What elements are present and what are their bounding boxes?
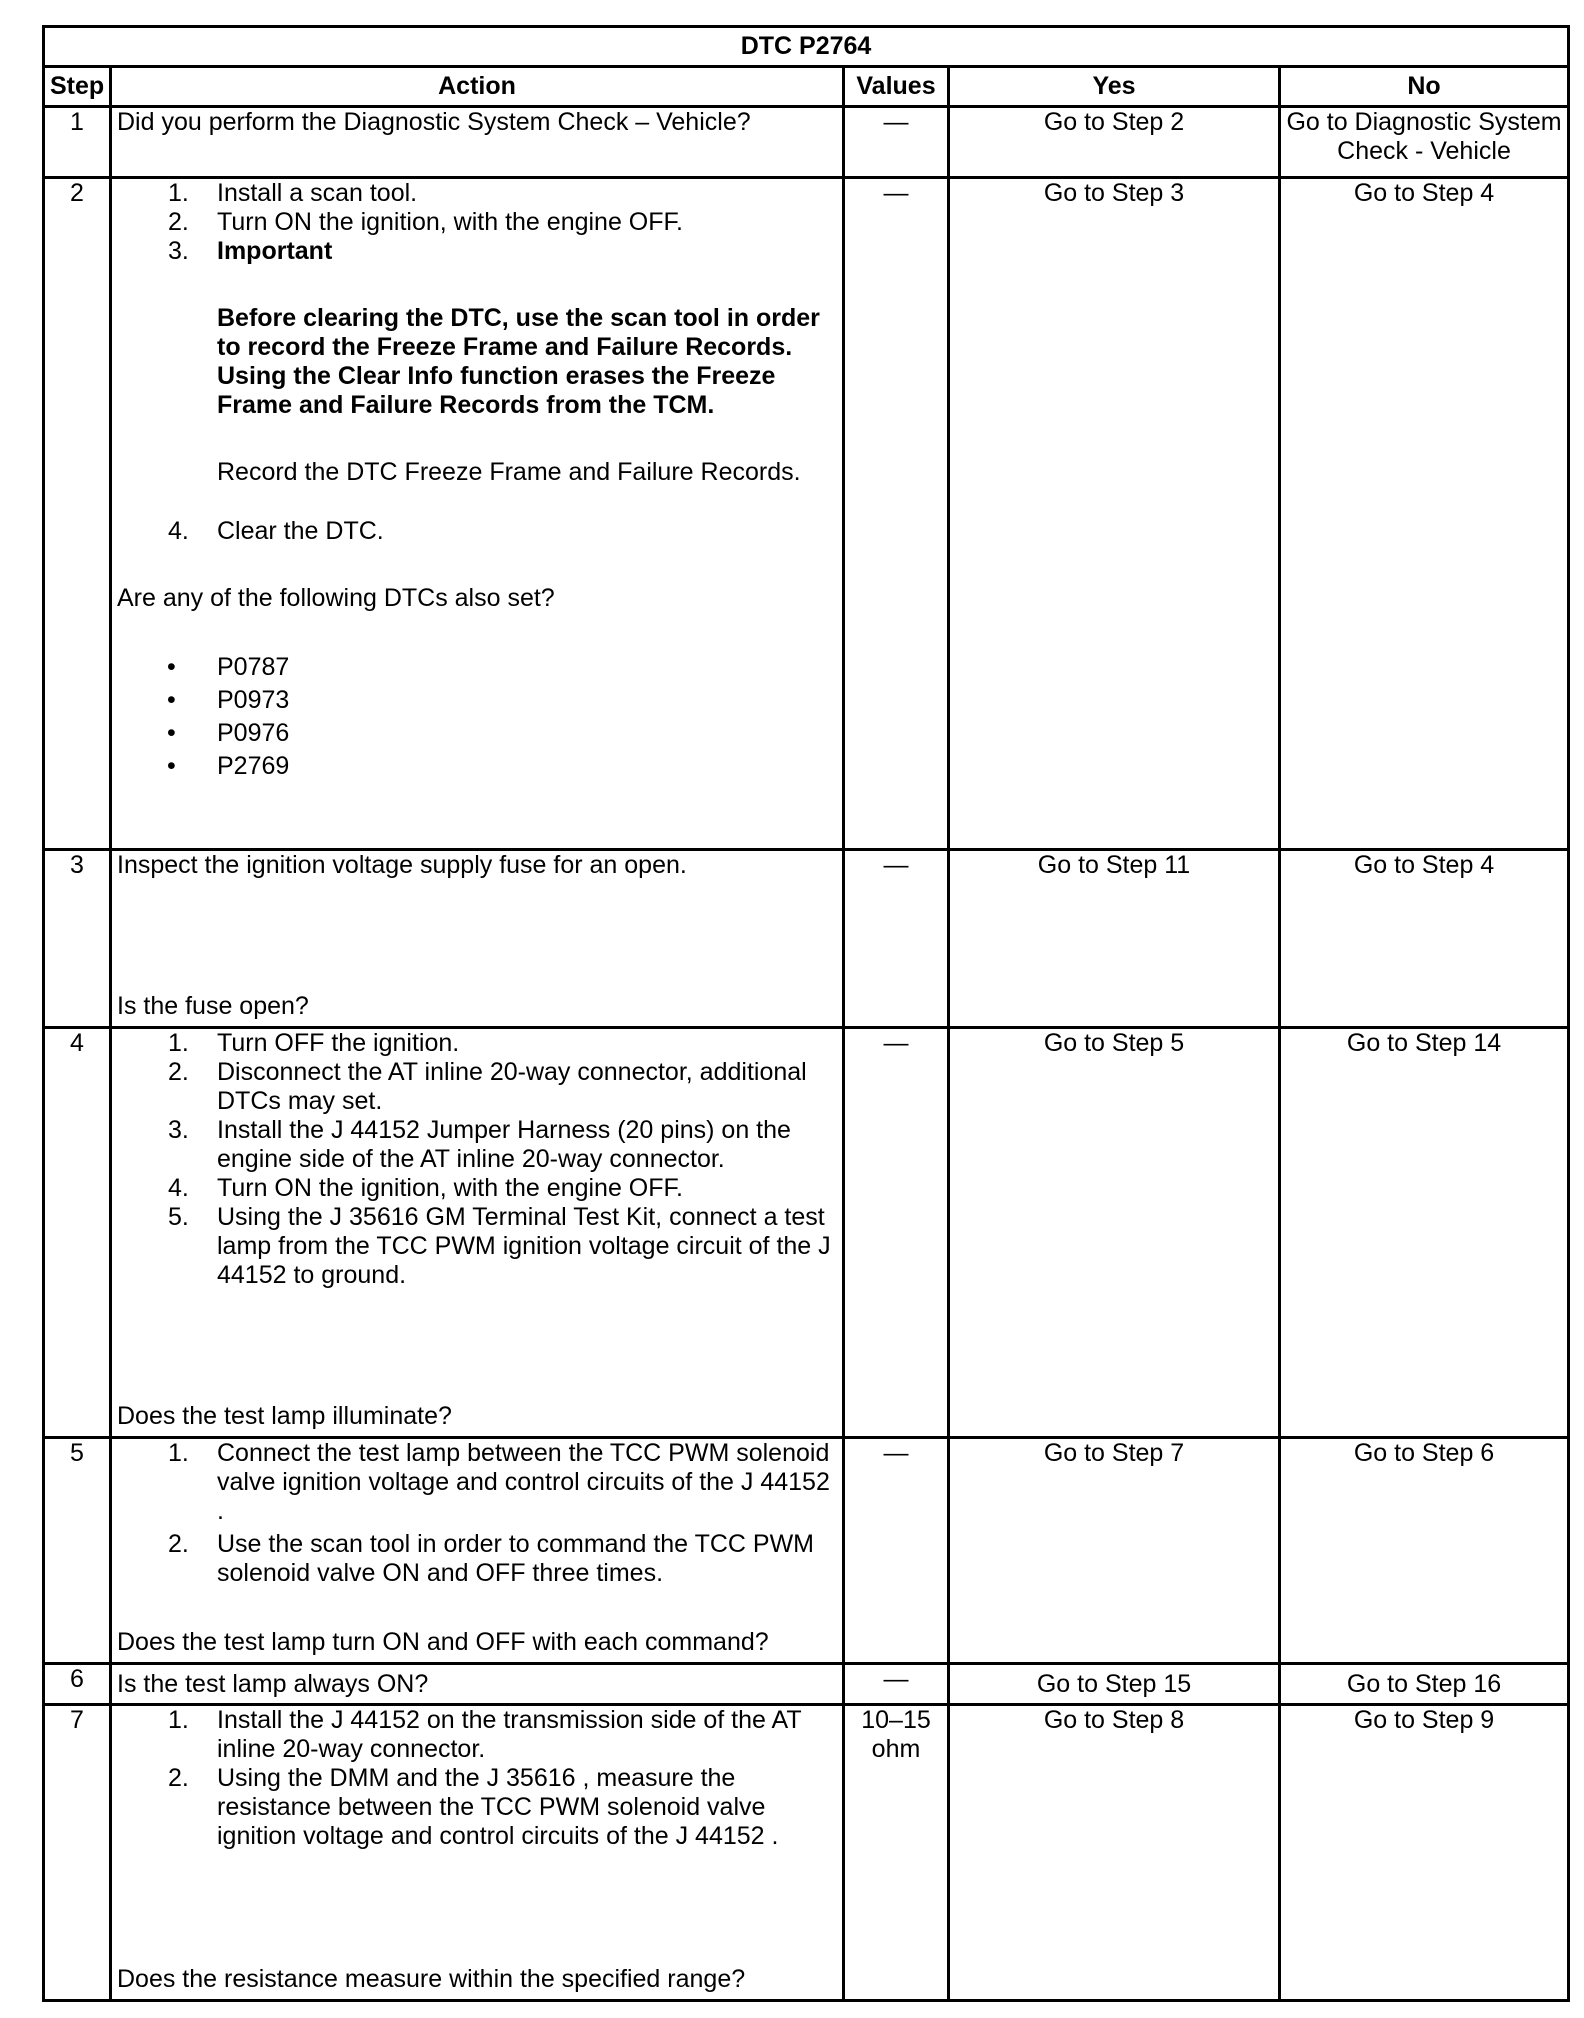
- yes-cell: Go to Step 5: [949, 1028, 1280, 1438]
- yes-cell: Go to Step 15: [949, 1664, 1280, 1705]
- dtc-table: [42, 25, 1570, 2002]
- action-cell: [111, 178, 844, 850]
- action-question: Does the test lamp illuminate?: [117, 1402, 452, 1430]
- step-number: 3: [44, 850, 111, 1028]
- header-step: Step: [44, 67, 111, 107]
- important-note: Before clearing the DTC, use the scan tool in order to record the Freeze Frame and Failure Records. Using the Clear Info function erases the Freeze Frame and Failure Records from the TCM.: [217, 304, 820, 419]
- header-values: Values: [844, 67, 949, 107]
- step-number: 4: [44, 1028, 111, 1438]
- action-step: 3. Install the J 44152 Jumper Harness (20 pins) on the engine side of the AT inline 20-way connector.: [168, 1116, 791, 1173]
- value-cell: —: [844, 1664, 949, 1705]
- table-row: [44, 850, 1569, 1028]
- table-row: [44, 1664, 1569, 1705]
- yes-cell: Go to Step 3: [949, 178, 1280, 850]
- header-no: No: [1280, 67, 1569, 107]
- no-cell: Go to Step 14: [1280, 1028, 1569, 1438]
- action-question: Is the fuse open?: [117, 992, 309, 1020]
- action-step: 1. Install a scan tool.: [168, 179, 418, 207]
- no-cell: Go to Step 16: [1280, 1664, 1569, 1705]
- action-steps: [117, 1706, 837, 1851]
- value-cell: —: [844, 178, 949, 850]
- action-question: Does the resistance measure within the specified range?: [117, 1965, 746, 1993]
- action-step: 5. Using the J 35616 GM Terminal Test Kit, connect a test lamp from the TCC PWM ignition voltage circuit of the J 44152 to ground.: [168, 1203, 831, 1289]
- no-cell: Go to Step 4: [1280, 850, 1569, 1028]
- dtc-list: [117, 651, 837, 783]
- list-item: • P0787: [167, 653, 290, 681]
- value-cell: 10–15 ohm: [844, 1705, 949, 2001]
- action-cell: [111, 850, 844, 1028]
- value-cell: —: [844, 850, 949, 1028]
- action-cell: [111, 1705, 844, 2001]
- table-row: [44, 1438, 1569, 1664]
- yes-cell: Go to Step 11: [949, 850, 1280, 1028]
- step-number: 1: [44, 107, 111, 178]
- list-item: • P0973: [167, 686, 290, 714]
- action-step: 4. Clear the DTC.: [168, 517, 384, 545]
- action-step: 2. Use the scan tool in order to command the TCC PWM solenoid valve ON and OFF three times.: [168, 1530, 814, 1587]
- no-cell: Go to Step 6: [1280, 1438, 1569, 1664]
- action-text: Is the test lamp always ON?: [111, 1664, 844, 1705]
- no-cell: Go to Diagnostic System Check - Vehicle: [1280, 107, 1569, 178]
- action-question: Does the test lamp turn ON and OFF with each command?: [117, 1628, 769, 1656]
- action-step: 2. Turn ON the ignition, with the engine OFF.: [168, 208, 683, 236]
- yes-cell: Go to Step 8: [949, 1705, 1280, 2001]
- action-cell: [111, 1438, 844, 1664]
- action-step: 1. Turn OFF the ignition.: [168, 1029, 460, 1057]
- table-row: [44, 1028, 1569, 1438]
- list-item: • P0976: [167, 719, 290, 747]
- header-action: Action: [111, 67, 844, 107]
- step-number: 2: [44, 178, 111, 850]
- table-row: [44, 178, 1569, 850]
- table-title: DTC P2764: [44, 27, 1569, 67]
- action-question: Are any of the following DTCs also set?: [117, 584, 555, 612]
- step-number: 5: [44, 1438, 111, 1664]
- action-cell: [111, 1028, 844, 1438]
- value-cell: —: [844, 1028, 949, 1438]
- action-step: 2. Disconnect the AT inline 20-way connector, additional DTCs may set.: [168, 1058, 807, 1115]
- action-steps: [117, 1029, 837, 1290]
- table-row: [44, 107, 1569, 178]
- step-number: 7: [44, 1705, 111, 2001]
- action-step: 1. Connect the test lamp between the TCC PWM solenoid valve ignition voltage and control circuits of the J 44152 .: [168, 1439, 830, 1525]
- action-step: 1. Install the J 44152 on the transmission side of the AT inline 20-way connector.: [168, 1706, 802, 1763]
- yes-cell: Go to Step 2: [949, 107, 1280, 178]
- action-step: 3. Important Before clearing the DTC, use the scan tool in order to record the Freeze Frame and Failure Records. Using the Clear Info function erases the Freeze Frame and Failure Records from the TCM. Record the DTC Freeze Frame and Failure Records.: [117, 237, 837, 517]
- header-yes: Yes: [949, 67, 1280, 107]
- action-steps: [117, 179, 837, 546]
- table-row: [44, 1705, 1569, 2001]
- action-steps: [117, 1439, 837, 1588]
- no-cell: Go to Step 9: [1280, 1705, 1569, 2001]
- action-text: Did you perform the Diagnostic System Check – Vehicle?: [111, 107, 844, 178]
- list-item: • P2769: [167, 752, 290, 780]
- action-step: 4. Turn ON the ignition, with the engine OFF.: [168, 1174, 683, 1202]
- action-text: Inspect the ignition voltage supply fuse for an open.: [117, 851, 687, 879]
- step-number: 6: [44, 1664, 111, 1705]
- yes-cell: Go to Step 7: [949, 1438, 1280, 1664]
- record-note: Record the DTC Freeze Frame and Failure Records.: [217, 458, 801, 486]
- action-step: 2. Using the DMM and the J 35616 , measure the resistance between the TCC PWM solenoid valve ignition voltage and control circuits of the J 44152 .: [168, 1764, 779, 1850]
- value-cell: —: [844, 1438, 949, 1664]
- no-cell: Go to Step 4: [1280, 178, 1569, 850]
- value-cell: —: [844, 107, 949, 178]
